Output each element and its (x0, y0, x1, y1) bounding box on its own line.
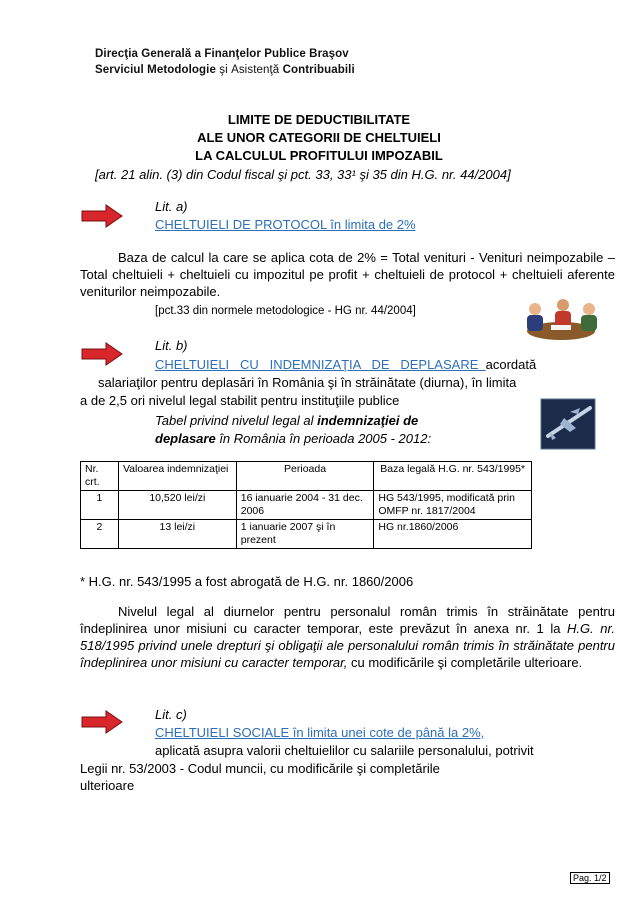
header-dept-part4: Contribuabili (282, 64, 355, 76)
table-cell: 1 ianuarie 2007 şi în prezent (236, 520, 374, 549)
section-b-heading[interactable]: CHELTUIELI CU INDEMNIZAŢIA DE DEPLASARE (155, 357, 486, 372)
title-line-1: LIMITE DE DEDUCTIBILITATE (227, 112, 411, 127)
table-cell: 13 lei/zi (118, 520, 236, 549)
page-number: Pag. 1/2 (570, 872, 610, 884)
table-caption-part1: Tabel privind nivelul legal al (155, 413, 318, 428)
section-b-heading-tail: acordată (485, 357, 537, 372)
section-b-line-3: a de 2,5 ori nivelul legal stabilit pentru instituţiile publice (80, 393, 400, 408)
table-header-cell: Valoarea indemnizaţiei (118, 462, 236, 491)
section-c-line-2: aplicată asupra valorii cheltuielilor cu salariile personalului, potrivit (155, 743, 534, 758)
table-cell: 16 ianuarie 2004 - 31 dec. 2006 (236, 491, 374, 520)
table-header-cell: Nr. crt. (81, 462, 119, 491)
section-b-heading-line (155, 357, 615, 372)
arrow-right-icon (80, 203, 124, 229)
table-header-row (81, 462, 532, 491)
table-caption (155, 412, 431, 448)
table-caption-part4: în România în perioada 2005 - 2012: (215, 431, 432, 446)
section-c-lit: Lit. c) (155, 707, 187, 722)
table-cell: 10,520 lei/zi (118, 491, 236, 520)
header-department (95, 64, 355, 76)
section-b-paragraph-part3: cu modificările şi completările ulterioare. (347, 655, 583, 670)
section-b-line-2: salariaţilor pentru deplasări în România şi în străinătate (diurna), în limita (98, 375, 517, 390)
arrow-right-icon (80, 341, 124, 367)
header-dept-part1: Serviciul Metodologie (95, 64, 216, 76)
table-row (81, 491, 532, 520)
section-c-line-4: ulterioare (80, 778, 135, 793)
title-line-3: LA CALCULUL PROFITULUI IMPOZABIL (195, 148, 443, 163)
header-dept-part2: şi (219, 64, 228, 76)
title-line-2: ALE UNOR CATEGORII DE CHELTUIELI (197, 130, 441, 145)
section-a-note: [pct.33 din normele metodologice - HG nr. 44/2004] (155, 305, 416, 317)
table-cell: 1 (81, 491, 119, 520)
section-b-paragraph-part2: H.G. nr. 518/1995 privind unele drepturi şi obligaţii ale personalului român trimis în străinătate pentru îndeplinirea unor misiuni cu caracter temporar, (80, 621, 615, 670)
header-dept-part3: Asistenţă (231, 64, 280, 76)
arrow-right-icon (80, 709, 124, 735)
section-b-paragraph-part1: Nivelul legal al diurnelor pentru personalul român trimis în străinătate pentru îndeplinirea unor misiuni cu caracter temporar, este prevăzut în anexa nr. 1 la (80, 604, 615, 636)
table-caption-part3: deplasare (155, 431, 216, 446)
allowance-table (80, 461, 532, 549)
table-caption-part2: indemnizaţiei de (317, 413, 419, 428)
table-cell: 2 (81, 520, 119, 549)
section-c-heading[interactable]: CHELTUIELI SOCIALE în limita unei cote de până la 2%, (155, 725, 485, 740)
airplane-icon (540, 398, 596, 450)
section-c-line-3: Legii nr. 53/2003 - Codul muncii, cu modificările şi completările (80, 761, 440, 776)
meeting-clipart-icon (515, 295, 607, 345)
table-cell: HG nr.1860/2006 (374, 520, 532, 549)
section-a-lit: Lit. a) (155, 199, 188, 214)
table-header-cell: Perioada (236, 462, 374, 491)
legal-reference: [art. 21 alin. (3) din Codul fiscal şi pct. 33, 33¹ şi 35 din H.G. nr. 44/2004] (95, 167, 511, 182)
table-footnote: * H.G. nr. 543/1995 a fost abrogată de H.G. nr. 1860/2006 (80, 574, 414, 589)
table-cell: HG 543/1995, modificată prin OMFP nr. 1817/2004 (374, 491, 532, 520)
section-b-paragraph (80, 603, 615, 671)
table-row (81, 520, 532, 549)
section-a-paragraph: Baza de calcul la care se aplica cota de 2% = Total venituri - Venituri neimpozabile – Total cheltuieli + cheltuieli cu impozitul pe profit + cheltuieli de protocol + cheltuieli aferente veniturilor neimpozabile. (80, 250, 615, 299)
table-header-cell: Baza legală H.G. nr. 543/1995* (374, 462, 532, 491)
header-institution: Direcţia Generală a Finanţelor Publice Braşov (95, 48, 349, 60)
section-b-lit: Lit. b) (155, 338, 188, 353)
section-a-heading[interactable]: CHELTUIELI DE PROTOCOL în limita de 2% (155, 217, 416, 232)
